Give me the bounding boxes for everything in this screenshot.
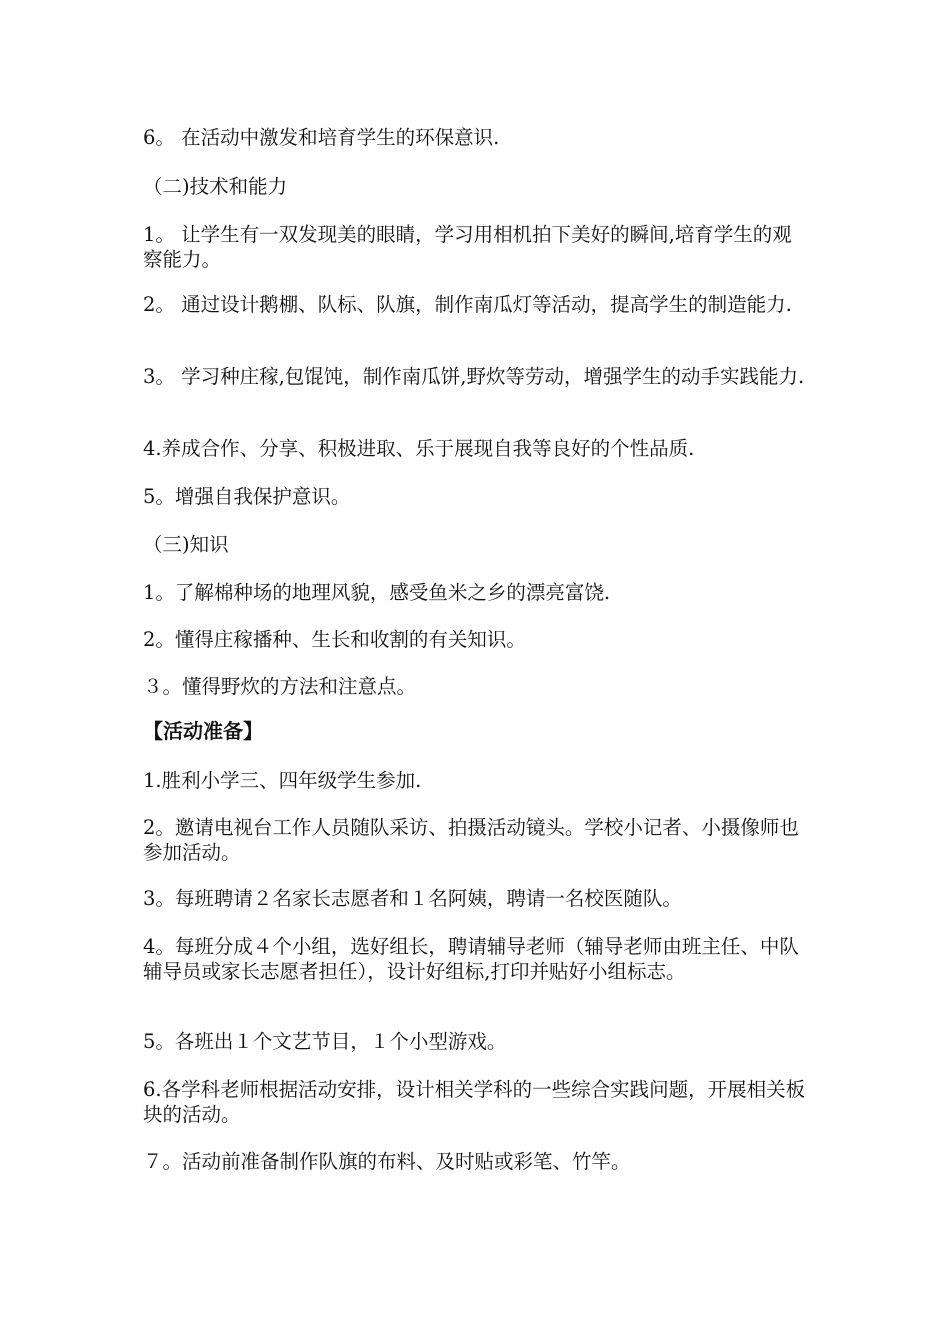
paragraph-skill-5: 5。增强自我保护意识。 <box>143 485 351 508</box>
section-heading-knowledge: （三)知识 <box>143 533 229 556</box>
section-heading-skills: （二)技术和能力 <box>143 175 288 198</box>
paragraph-knowledge-1: 1。了解棉种场的地理风貌，感受鱼米之乡的漂亮富饶. <box>143 581 611 604</box>
paragraph-skill-1: 1。 让学生有一双发现美的眼睛，学习用相机拍下美好的瞬间,培育学生的观察能力。 <box>143 223 792 271</box>
paragraph-skill-2: 2。 通过设计鹅棚、队标、队旗，制作南瓜灯等活动，提高学生的制造能力. <box>143 293 792 316</box>
paragraph-prep-4: 4。每班分成４个小组，选好组长，聘请辅导老师（辅导老师由班主任、中队辅导员或家长志愿者担任），设计好组标,打印并贴好小组标志。 <box>143 935 799 983</box>
paragraph-skill-4: 4.养成合作、分享、积极进取、乐于展现自我等良好的个性品质. <box>143 437 695 460</box>
paragraph-prep-2: 2。邀请电视台工作人员随队采访、拍摄活动镜头。学校小记者、小摄像师也参加活动。 <box>143 816 799 864</box>
paragraph-knowledge-2: 2。懂得庄稼播种、生长和收割的有关知识。 <box>143 628 526 651</box>
paragraph-prep-1: 1.胜利小学三、四年级学生参加. <box>143 769 422 792</box>
paragraph-goal-6: 6。 在活动中激发和培育学生的环保意识. <box>143 126 500 149</box>
paragraph-prep-6: 6.各学科老师根据活动安排，设计相关学科的一些综合实践问题，开展相关板块的活动。 <box>143 1078 806 1126</box>
paragraph-skill-3: 3。 学习种庄稼,包馄饨，制作南瓜饼,野炊等劳动，增强学生的动手实践能力. <box>143 365 805 388</box>
paragraph-prep-7: ７。活动前准备制作队旗的布料、及时贴或彩笔、竹竿。 <box>143 1150 631 1173</box>
paragraph-knowledge-3: ３。懂得野炊的方法和注意点。 <box>143 675 417 698</box>
section-heading-preparation: 【活动准备】 <box>143 719 263 743</box>
paragraph-prep-3: 3。每班聘请２名家长志愿者和１名阿姨，聘请一名校医随队。 <box>143 887 682 910</box>
paragraph-prep-5: 5。各班出１个文艺节目，１个小型游戏。 <box>143 1030 507 1053</box>
